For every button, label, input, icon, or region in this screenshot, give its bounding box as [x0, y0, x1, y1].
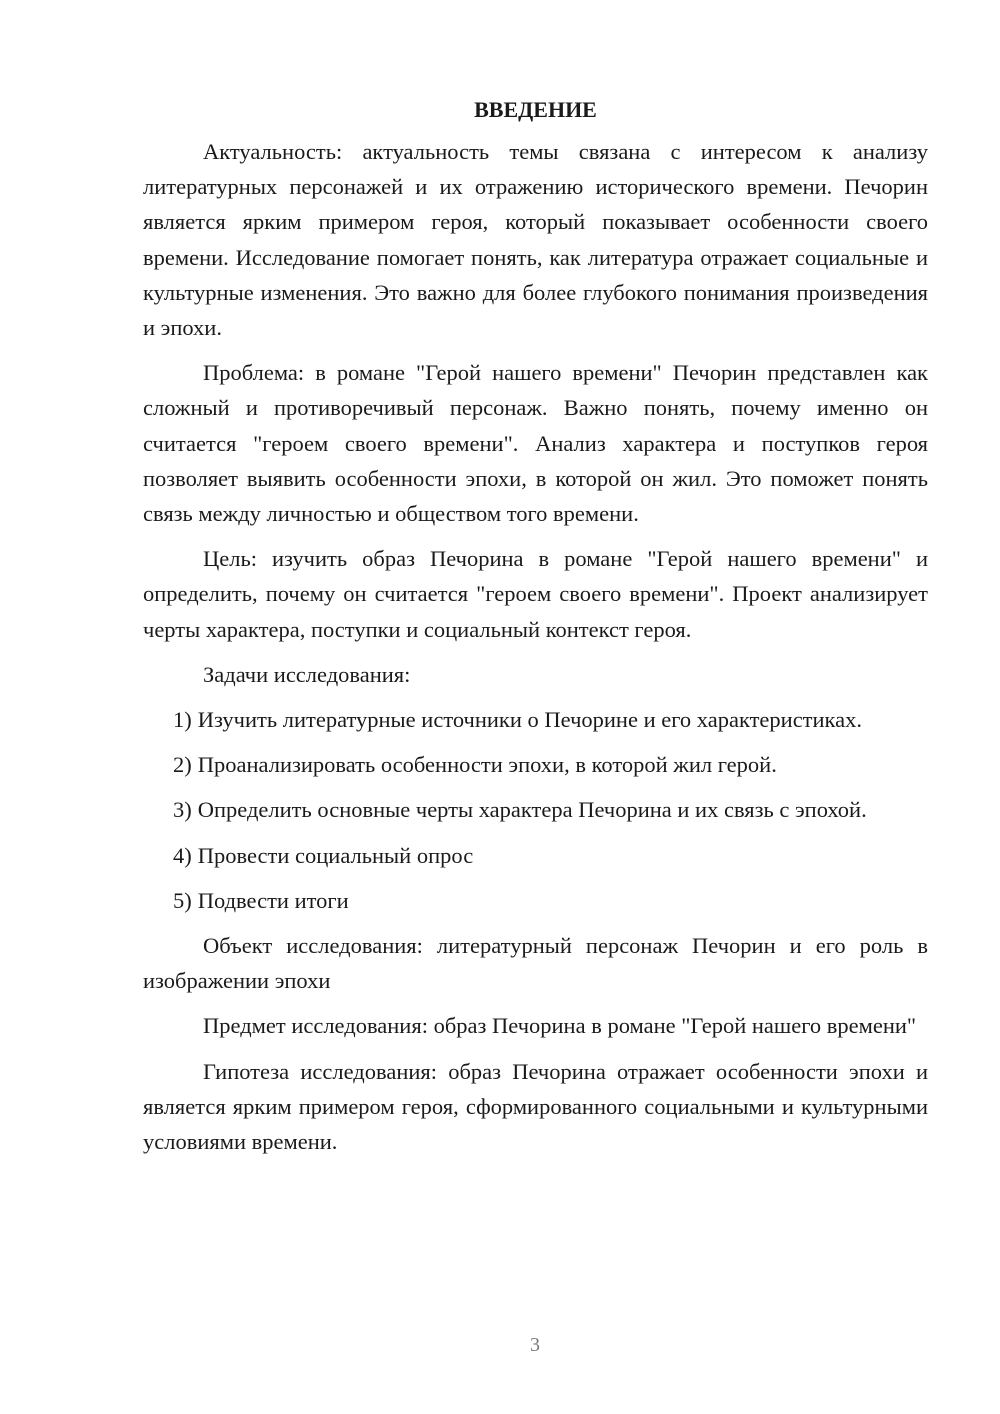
relevance-paragraph: Актуальность: актуальность темы связана с интересом к анализу литературных персонажей и их отражению исторического времени. Печорин является ярким примером героя, который показывает особенности своего времени. Исследование помогает понять, как литература отражает социальные и культурные изменения. Это важно для более глубокого понимания произведения и эпохи. — [143, 139, 928, 341]
object-paragraph: Объект исследования: литературный персонаж Печорин и его роль в изображении эпохи — [143, 933, 928, 994]
task-number: 1) — [173, 707, 192, 733]
task-item — [143, 702, 928, 737]
document-page — [143, 94, 928, 1169]
task-text: Изучить литературные источники о Печорине и его характеристиках. — [197, 707, 863, 733]
task-number: 3) — [173, 797, 192, 823]
goal-paragraph: Цель: изучить образ Печорина в романе "Герой нашего времени" и определить, почему он считается "героем своего времени". Проект анализирует черты характера, поступки и социальный контекст героя. — [143, 546, 928, 642]
task-item — [143, 883, 928, 918]
tasks-heading: Задачи исследования: — [203, 661, 411, 687]
problem-paragraph: Проблема: в романе "Герой нашего времени" Печорин представлен как сложный и противоречивый персонаж. Важно понять, почему именно он считается "героем своего времени". Анализ характера и поступков героя позволяет выявить особенности эпохи, в которой он жил. Это поможет понять связь между личностью и обществом того времени. — [143, 360, 928, 527]
task-number: 2) — [173, 752, 192, 778]
task-text: Определить основные черты характера Печорина и их связь с эпохой. — [197, 797, 867, 823]
page-title: ВВЕДЕНИЕ — [474, 97, 597, 122]
task-text: Подвести итоги — [197, 887, 349, 913]
task-item — [143, 747, 928, 782]
page-number: 3 — [530, 1334, 540, 1356]
task-number: 4) — [173, 842, 192, 868]
task-number: 5) — [173, 887, 192, 913]
task-text: Проанализировать особенности эпохи, в которой жил герой. — [197, 752, 777, 778]
hypothesis-paragraph: Гипотеза исследования: образ Печорина отражает особенности эпохи и является ярким примером героя, сформированного социальными и культурными условиями времени. — [143, 1058, 928, 1155]
task-item — [143, 792, 928, 827]
subject-paragraph: Предмет исследования: образ Печорина в романе "Герой нашего времени" — [203, 1013, 917, 1039]
task-text: Провести социальный опрос — [197, 842, 474, 868]
task-item — [143, 838, 928, 873]
